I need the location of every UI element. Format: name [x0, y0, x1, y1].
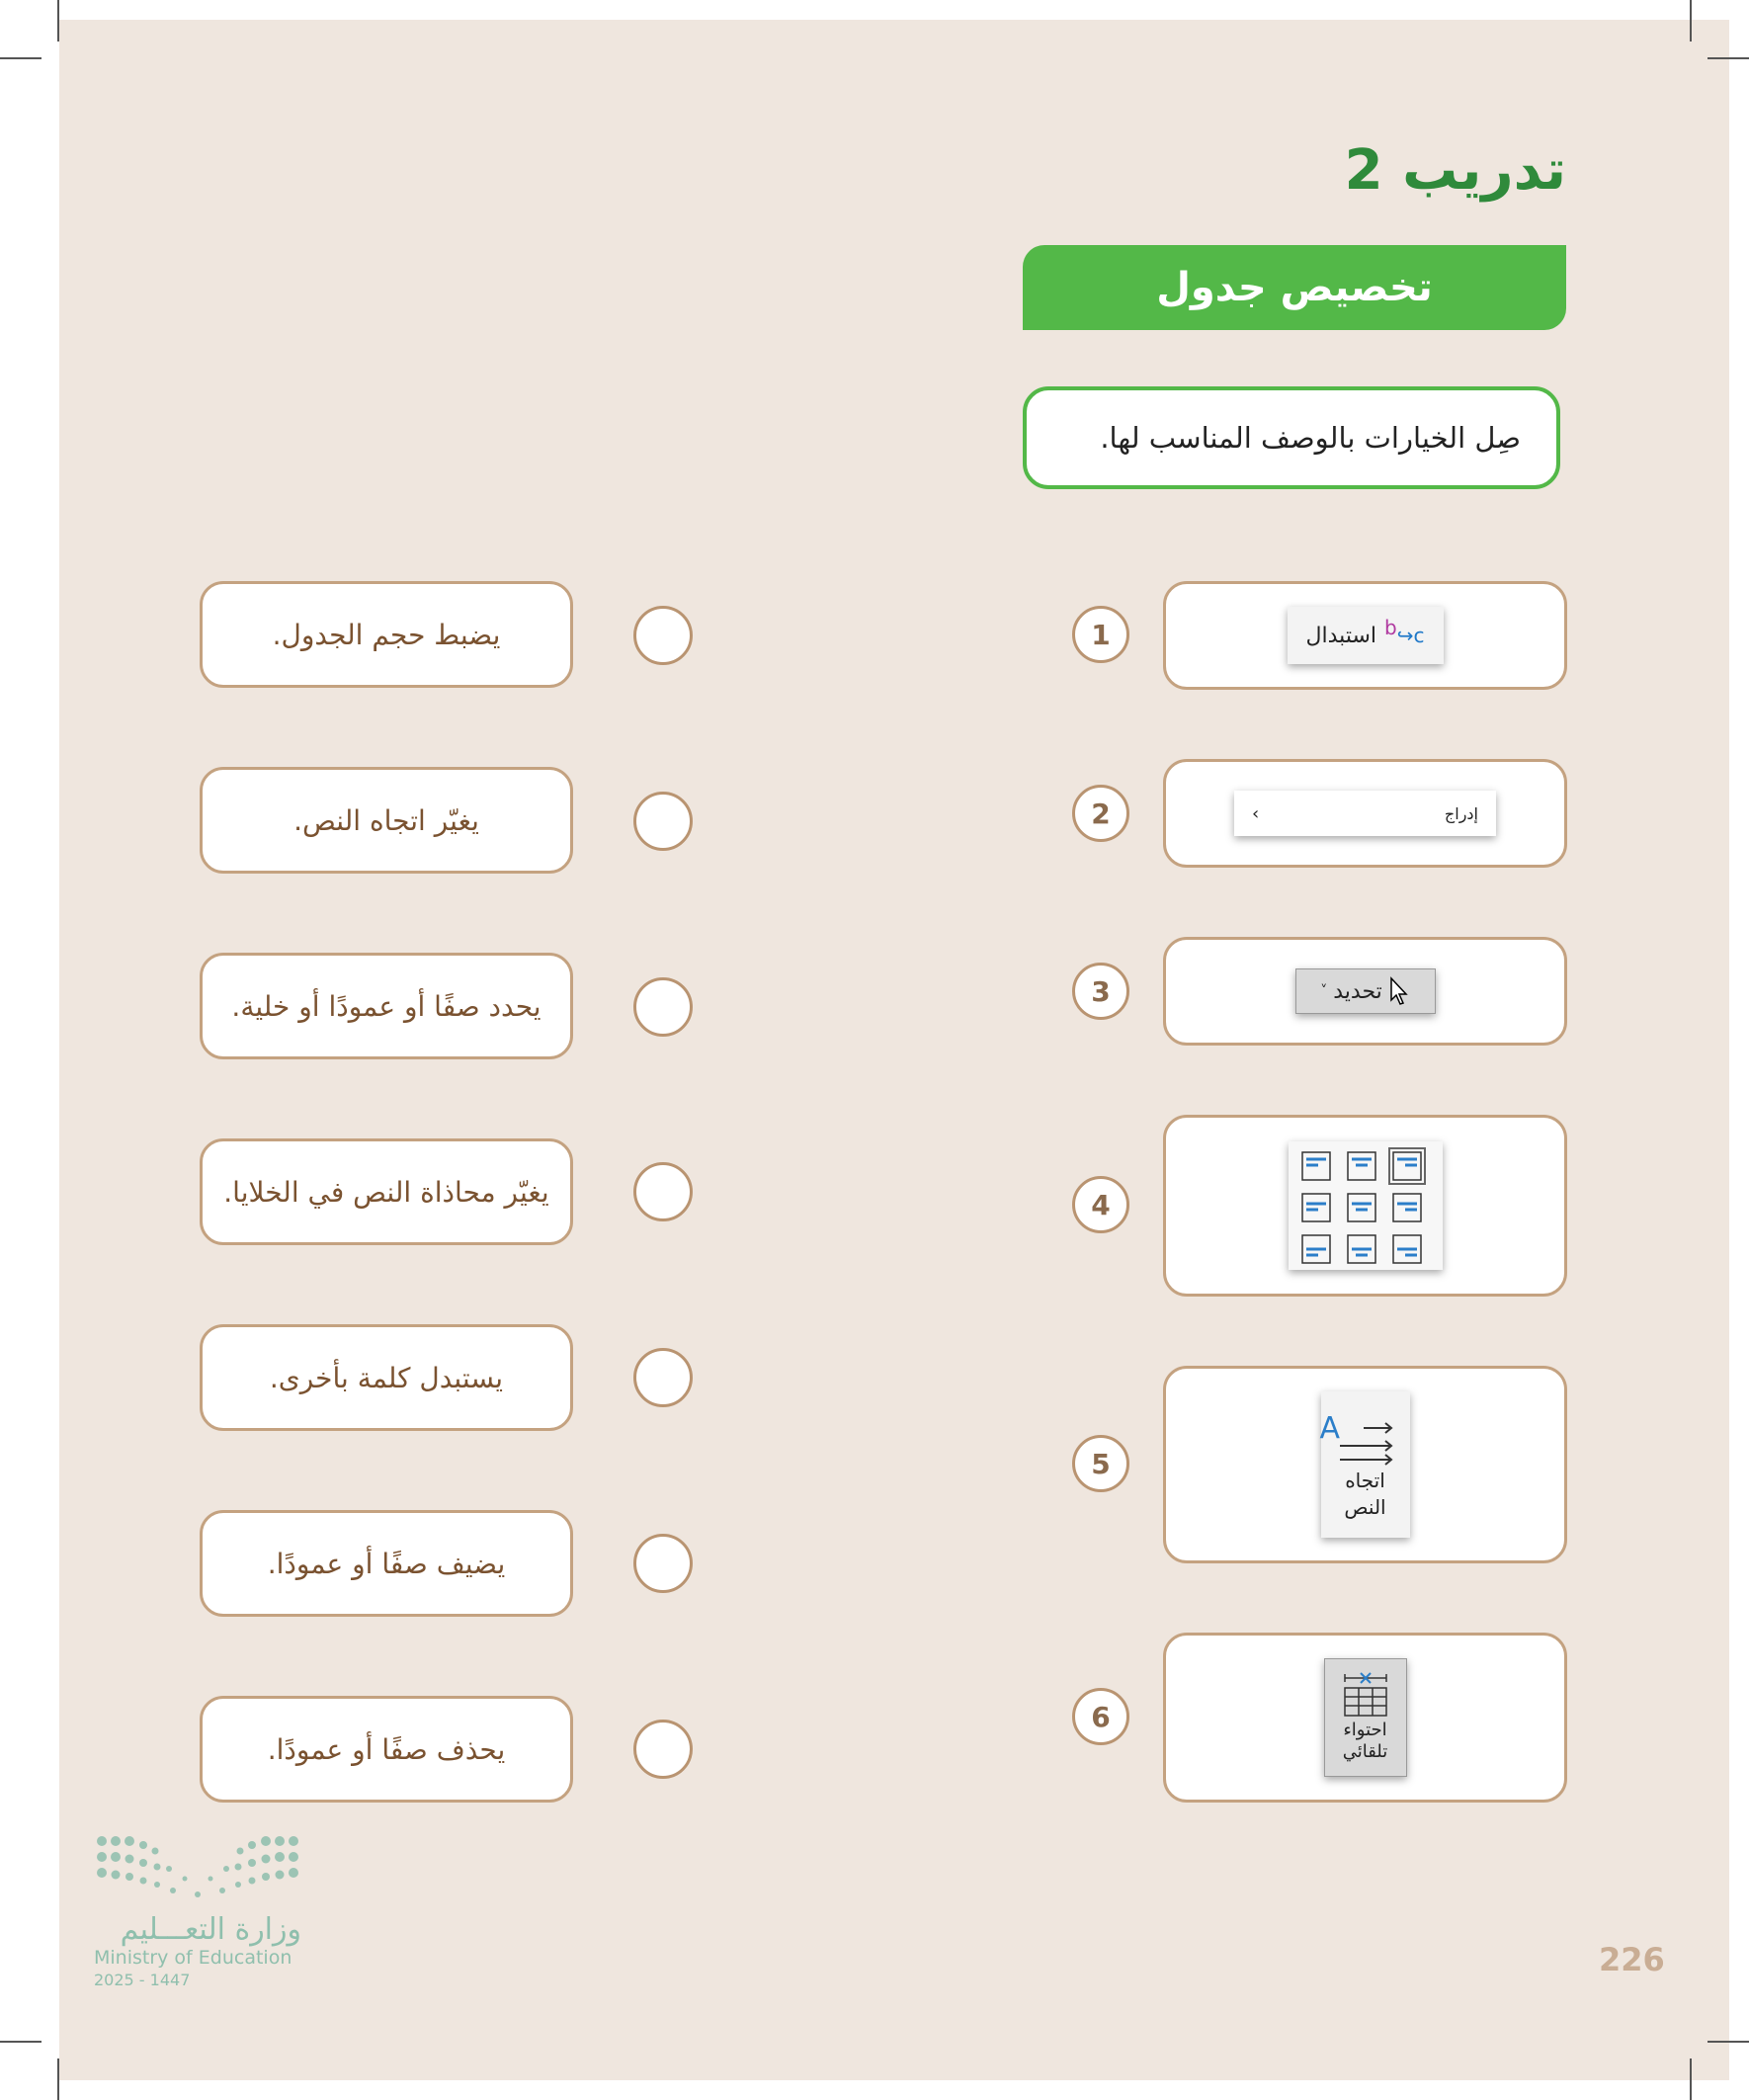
crop-mark: [0, 2041, 42, 2043]
ministry-name-en: Ministry of Education: [94, 1947, 292, 1969]
option-label-5: اتجاه النص: [1344, 1469, 1386, 1519]
description-text: يغيّر محاذاة النص في الخلايا.: [223, 1175, 549, 1209]
option-box-4[interactable]: [1163, 1115, 1567, 1297]
page-number: 226: [1599, 1941, 1665, 1978]
description-box-7[interactable]: [200, 1696, 573, 1803]
match-circle-6[interactable]: [633, 1534, 693, 1593]
crop-mark: [57, 0, 59, 42]
match-circle-3[interactable]: [633, 977, 693, 1037]
crop-mark: [1707, 2041, 1749, 2043]
ministry-name-ar: وزارة التعـــليم: [120, 1912, 301, 1947]
description-text: يغيّر اتجاه النص.: [293, 803, 479, 837]
option-box-5[interactable]: [1163, 1366, 1567, 1563]
crop-mark: [1690, 2058, 1692, 2100]
select-button-image: [1295, 968, 1436, 1014]
match-circle-2[interactable]: [633, 792, 693, 851]
match-circle-1[interactable]: [633, 606, 693, 665]
option-box-6[interactable]: [1163, 1633, 1567, 1803]
instruction-box: [1023, 386, 1560, 489]
instruction-text: صِل الخيارات بالوصف المناسب لها.: [1100, 421, 1521, 455]
option-box-2[interactable]: [1163, 759, 1567, 868]
description-text: يضيف صفًا أو عمودًا.: [267, 1547, 506, 1580]
description-box-5[interactable]: [200, 1324, 573, 1431]
description-box-6[interactable]: [200, 1510, 573, 1617]
description-box-2[interactable]: [200, 767, 573, 874]
description-text: يضبط حجم الجدول.: [272, 618, 501, 651]
crop-mark: [1690, 0, 1692, 42]
option-box-3[interactable]: [1163, 937, 1567, 1046]
ministry-dots-icon: [94, 1833, 301, 1902]
crop-mark: [1707, 57, 1749, 59]
cursor-icon: [1388, 976, 1410, 1006]
chevron-right-icon: ›: [1252, 802, 1260, 824]
replace-icon: b↪c: [1384, 616, 1425, 647]
section-banner: [1023, 245, 1566, 330]
text-direction-icon: [1318, 1408, 1397, 1468]
year-label: 2025 - 1447: [94, 1971, 191, 1989]
option-number-4: 4: [1072, 1176, 1129, 1233]
option-label-3: تحديد: [1333, 978, 1382, 1004]
ministry-logo: [94, 1833, 301, 1989]
chevron-down-icon: ˅: [1320, 983, 1328, 999]
description-box-1[interactable]: [200, 581, 573, 688]
option-label-2: إدراج: [1444, 803, 1478, 823]
option-label-1: استبدال: [1305, 623, 1376, 648]
alignment-grid-image: [1289, 1141, 1443, 1270]
description-box-3[interactable]: [200, 953, 573, 1059]
page-title: تدريب 2: [1344, 138, 1566, 203]
match-circle-7[interactable]: [633, 1720, 693, 1779]
svg-text:A: A: [1318, 1411, 1340, 1446]
option-number-1: 1: [1072, 606, 1129, 663]
option-number-5: 5: [1072, 1435, 1129, 1492]
autofit-button-image: [1324, 1658, 1407, 1777]
description-text: يحذف صفًا أو عمودًا.: [267, 1732, 506, 1766]
option-number-3: 3: [1072, 963, 1129, 1020]
option-number-2: 2: [1072, 785, 1129, 842]
description-text: يستبدل كلمة بأخرى.: [269, 1361, 504, 1394]
autofit-icon: [1341, 1672, 1390, 1720]
option-box-1[interactable]: [1163, 581, 1567, 690]
crop-mark: [0, 57, 42, 59]
text-direction-image: [1318, 1391, 1410, 1538]
section-banner-label: تخصيص جدول: [1156, 265, 1433, 310]
replace-button-image: [1288, 607, 1444, 664]
option-number-6: 6: [1072, 1688, 1129, 1745]
option-label-6: احتواء تلقائي: [1342, 1719, 1388, 1762]
insert-menu-image: [1234, 791, 1496, 836]
description-text: يحدد صفًا أو عمودًا أو خلية.: [231, 989, 541, 1023]
crop-mark: [57, 2058, 59, 2100]
alignment-grid-icon: [1296, 1146, 1435, 1265]
description-box-4[interactable]: [200, 1138, 573, 1245]
match-circle-4[interactable]: [633, 1162, 693, 1221]
match-circle-5[interactable]: [633, 1348, 693, 1407]
